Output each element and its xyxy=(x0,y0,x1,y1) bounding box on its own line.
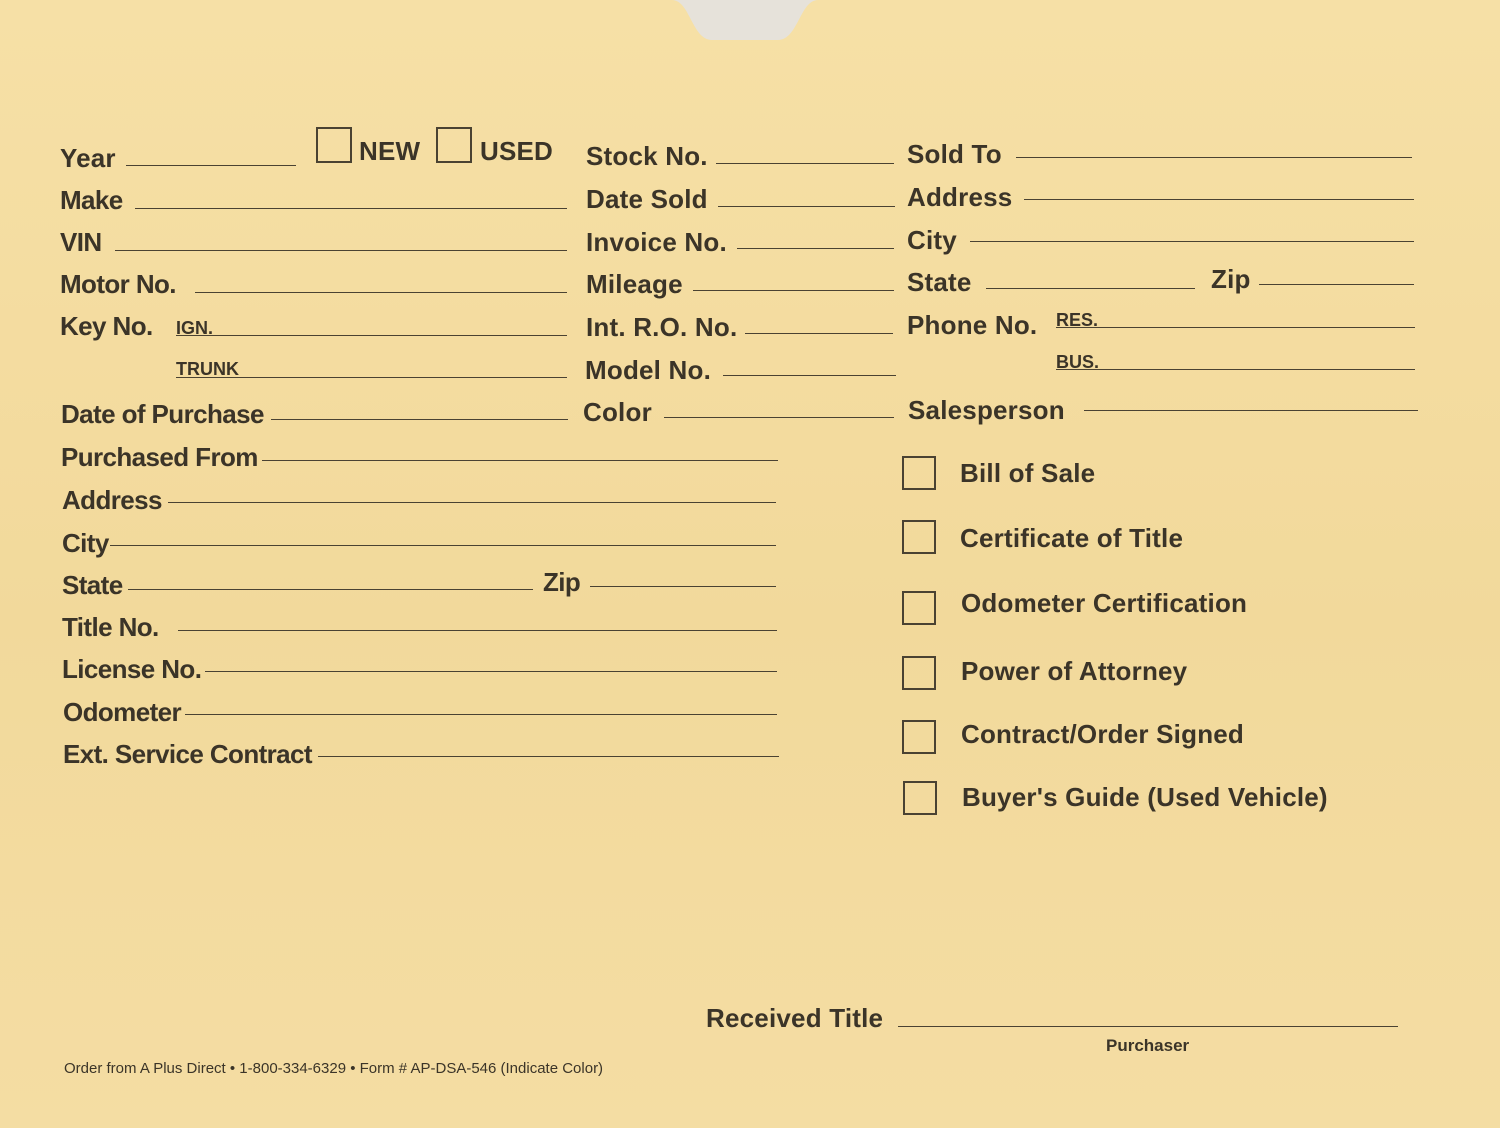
phone-res-field[interactable] xyxy=(1056,327,1415,328)
buyer-state-label: State xyxy=(907,267,972,297)
new-checkbox[interactable] xyxy=(316,127,352,163)
buyer-address-label: Address xyxy=(907,182,1013,212)
sold-to-field[interactable] xyxy=(1016,157,1412,158)
seller-city-label: City xyxy=(62,528,109,558)
key-no-label: Key No. xyxy=(60,311,153,341)
purchaser-label: Purchaser xyxy=(1106,1036,1190,1055)
seller-address-label: Address xyxy=(62,485,162,515)
buyers-guide-checkbox[interactable] xyxy=(903,781,937,815)
make-label: Make xyxy=(60,185,123,215)
salesperson-field[interactable] xyxy=(1084,410,1418,411)
date-sold-label: Date Sold xyxy=(586,184,708,214)
certificate-of-title-label: Certificate of Title xyxy=(960,523,1184,553)
color-label: Color xyxy=(583,397,652,427)
sold-to-label: Sold To xyxy=(907,139,1002,169)
license-no-field[interactable] xyxy=(205,671,777,672)
model-no-label: Model No. xyxy=(585,355,712,385)
title-no-field[interactable] xyxy=(178,630,777,631)
buyer-zip-label: Zip xyxy=(1211,264,1251,294)
seller-state-label: State xyxy=(62,570,123,600)
order-info-footer: Order from A Plus Direct • 1-800-334-6329 • Form # AP-DSA-546 (Indicate Color) xyxy=(64,1060,604,1077)
buyer-address-field[interactable] xyxy=(1024,199,1414,200)
purchased-from-field[interactable] xyxy=(262,460,778,461)
seller-zip-field[interactable] xyxy=(590,586,776,587)
stock-no-field[interactable] xyxy=(716,163,894,164)
mileage-label: Mileage xyxy=(586,269,683,299)
trunk-key-field[interactable] xyxy=(176,377,567,378)
int-ro-no-field[interactable] xyxy=(745,333,893,334)
color-field[interactable] xyxy=(664,417,894,418)
invoice-no-label: Invoice No. xyxy=(586,227,727,257)
buyer-zip-field[interactable] xyxy=(1259,284,1414,285)
year-field[interactable] xyxy=(126,165,296,166)
license-no-label: License No. xyxy=(62,654,202,684)
odometer-field[interactable] xyxy=(185,714,777,715)
ext-service-contract-field[interactable] xyxy=(318,756,779,757)
ign-key-field[interactable] xyxy=(176,335,567,336)
vin-label: VIN xyxy=(60,227,102,257)
make-field[interactable] xyxy=(135,208,567,209)
odometer-certification-checkbox[interactable] xyxy=(902,591,936,625)
certificate-of-title-checkbox[interactable] xyxy=(902,520,936,554)
stock-no-label: Stock No. xyxy=(586,141,708,171)
seller-city-field[interactable] xyxy=(110,545,776,546)
phone-no-label: Phone No. xyxy=(907,310,1038,340)
seller-state-field[interactable] xyxy=(128,589,533,590)
used-checkbox[interactable] xyxy=(436,127,472,163)
contract-order-signed-checkbox[interactable] xyxy=(902,720,936,754)
used-label: USED xyxy=(480,136,554,166)
power-of-attorney-label: Power of Attorney xyxy=(961,656,1188,686)
title-no-label: Title No. xyxy=(62,612,159,642)
received-title-label: Received Title xyxy=(706,1003,884,1033)
bus-label: BUS. xyxy=(1056,352,1100,372)
odometer-certification-label: Odometer Certification xyxy=(961,588,1248,618)
motor-no-field[interactable] xyxy=(195,292,567,293)
mileage-field[interactable] xyxy=(693,290,894,291)
contract-order-signed-label: Contract/Order Signed xyxy=(961,719,1245,749)
phone-bus-field[interactable] xyxy=(1056,369,1415,370)
buyer-state-field[interactable] xyxy=(986,288,1195,289)
bill-of-sale-label: Bill of Sale xyxy=(960,458,1096,488)
date-of-purchase-field[interactable] xyxy=(271,419,568,420)
salesperson-label: Salesperson xyxy=(908,395,1065,425)
year-label: Year xyxy=(60,143,116,173)
new-label: NEW xyxy=(359,136,421,166)
received-title-signature-field[interactable] xyxy=(898,1026,1398,1027)
odometer-label: Odometer xyxy=(63,697,182,727)
buyer-city-label: City xyxy=(907,225,957,255)
model-no-field[interactable] xyxy=(723,375,896,376)
date-sold-field[interactable] xyxy=(718,206,895,207)
seller-address-field[interactable] xyxy=(168,502,776,503)
invoice-no-field[interactable] xyxy=(737,248,894,249)
power-of-attorney-checkbox[interactable] xyxy=(902,656,936,690)
vin-field[interactable] xyxy=(115,250,567,251)
bill-of-sale-checkbox[interactable] xyxy=(902,456,936,490)
seller-zip-label: Zip xyxy=(543,567,581,597)
date-of-purchase-label: Date of Purchase xyxy=(61,399,264,429)
res-label: RES. xyxy=(1056,310,1099,330)
ign-label: IGN. xyxy=(176,318,214,338)
buyer-city-field[interactable] xyxy=(970,241,1414,242)
int-ro-no-label: Int. R.O. No. xyxy=(586,312,738,342)
motor-no-label: Motor No. xyxy=(60,269,176,299)
folder-tab-notch xyxy=(0,0,1500,50)
purchased-from-label: Purchased From xyxy=(61,442,258,472)
trunk-label: TRUNK xyxy=(176,359,239,379)
buyers-guide-label: Buyer's Guide (Used Vehicle) xyxy=(962,782,1328,812)
ext-service-contract-label: Ext. Service Contract xyxy=(63,739,312,769)
